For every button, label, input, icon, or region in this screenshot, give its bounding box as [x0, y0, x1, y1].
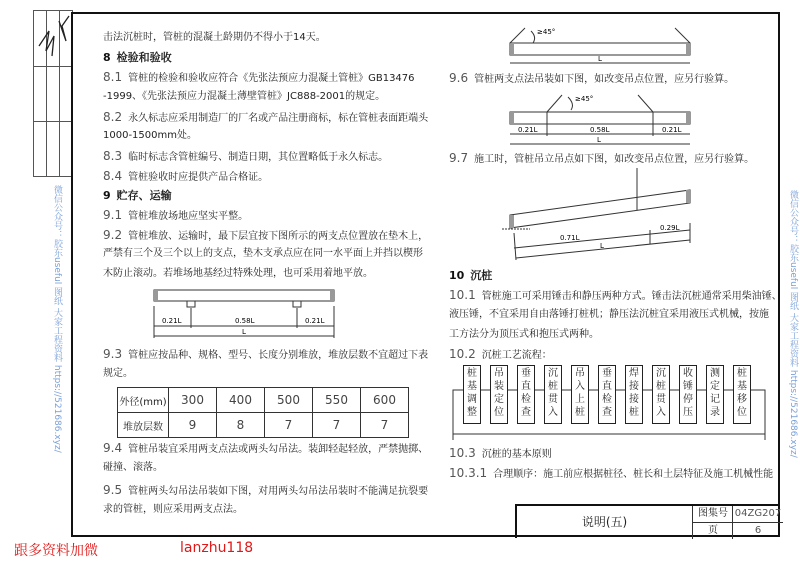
text-line: -1999、《先张法预应力混凝土薄壁管桩》JC888-2001的规定。	[103, 91, 386, 102]
angle-label: ≥45°	[537, 28, 556, 36]
table-cell: 300	[169, 388, 217, 413]
table-cell: 600	[361, 388, 409, 413]
header-cell: 堆放层数	[118, 413, 169, 438]
table-cell: 9	[169, 413, 217, 438]
section-heading-10: 10 沉桩	[449, 269, 493, 282]
text-line: 木防止滚动。若堆场地基经过特殊处理，也可采用着地平放。	[103, 268, 373, 279]
stacking-table	[117, 387, 409, 438]
text-line: 工方法分为顶压式和抱压式两种。	[449, 329, 599, 340]
text-line: 求的管桩，则应采用两支点法。	[103, 504, 243, 515]
dimension-label: L	[600, 242, 604, 250]
clause-8-2: 8.2 永久标志应采用制造厂的厂名或产品注册商标，标在管桩表面距端头	[103, 110, 429, 124]
dimension-label: 0.21L	[662, 126, 682, 134]
clause-9-7: 9.7 施工时，管桩吊立吊点如下图，如改变吊点位置，应另行验算。	[449, 151, 755, 165]
dimension-label: 0.58L	[235, 317, 255, 325]
text-line: 液压锤，不宜采用自由落锤打桩机；静压法沉桩宜采用液压式机械，按施	[449, 309, 769, 320]
text-line: 规定。	[103, 368, 133, 379]
vertical-lifting-diagram	[500, 168, 700, 263]
text-line: 严禁有三个及三个以上的支点，垫木支承点应在同一水平面上并挡以楔形	[103, 248, 423, 259]
signature-block	[33, 10, 73, 177]
dimension-label: L	[242, 328, 246, 336]
flow-step: 沉桩贯入	[652, 365, 670, 424]
dimension-label: 0.21L	[518, 126, 538, 134]
angle-label: ≥45°	[575, 95, 594, 103]
clause-9-3: 9.3 管桩应按品种、规格、型号、长度分别堆放，堆放层数不宜超过下表	[103, 347, 429, 361]
flow-step: 吊装定位	[490, 365, 508, 424]
dimension-label: 0.29L	[660, 224, 680, 232]
dimension-label: L	[597, 136, 601, 144]
clause-9-2: 9.2 管桩堆放、运输时，最下层宜按下图所示的两支点位置放在垫木上，	[103, 228, 429, 242]
flow-step: 桩基调整	[463, 365, 481, 424]
flow-step: 垂直检查	[598, 365, 616, 424]
footer-text-left: 跟多资料加微	[14, 543, 98, 559]
table-cell: 8	[217, 413, 265, 438]
clause-8-4: 8.4 管桩验收时应提供产品合格证。	[103, 169, 269, 183]
clause-10-1: 10.1 管桩施工可采用锤击和静压两种方式。锤击法沉桩通常采用柴油锤、	[449, 288, 782, 302]
text-line: 击法沉桩时，管桩的混凝土龄期仍不得小于14天。	[103, 32, 326, 43]
table-cell: 7	[361, 413, 409, 438]
text-line: 1000-1500mm处。	[103, 130, 197, 141]
title-block	[515, 504, 780, 538]
flow-step: 垂直检查	[517, 365, 535, 424]
two-point-lifting-diagram	[505, 92, 705, 150]
clause-8-3: 8.3 临时标志含管桩编号、制造日期，其位置略低于永久标志。	[103, 149, 389, 163]
flow-step: 收锤停压	[679, 365, 697, 424]
flow-step: 测定记录	[706, 365, 724, 424]
table-cell: 7	[313, 413, 361, 438]
page-number: 6	[732, 523, 783, 539]
clause-9-1: 9.1 管桩堆放场地应坚实平整。	[103, 208, 249, 222]
drawing-title: 说明(五)	[581, 515, 628, 529]
table-cell: 400	[217, 388, 265, 413]
watermark: 微信公众号：胶东useful 图纸 大家工程资料 https://521686.xyz/	[788, 190, 798, 458]
dimension-label: 0.21L	[162, 317, 182, 325]
clause-9-5: 9.5 管桩两头勾吊法吊装如下图，对用两头勾吊法吊装时不能满足抗裂要	[103, 483, 429, 497]
pile-driving-flowchart	[449, 362, 784, 440]
hook-lifting-diagram	[505, 25, 705, 67]
clause-10-2: 10.2 沉桩工艺流程：	[449, 347, 552, 361]
atlas-number: 04ZG207	[732, 506, 783, 523]
dimension-label: 0.71L	[560, 234, 580, 242]
flow-step: 沉桩贯入	[544, 365, 562, 424]
flow-step: 吊入上桩	[571, 365, 589, 424]
watermark: 微信公众号：胶东useful 图纸 大家工程资料 https://521686.xyz/	[52, 185, 62, 453]
clause-9-6: 9.6 管桩两支点法吊装如下图，如改变吊点位置，应另行验算。	[449, 71, 735, 85]
clause-10-3-1: 10.3.1 合理顺序：施工前应根据桩径、桩长和土层特征及施工机械性能	[449, 466, 774, 480]
text-line: 碰撞、滚落。	[103, 462, 163, 473]
storage-support-diagram	[150, 288, 340, 340]
header-cell: 外径(mm)	[118, 388, 169, 413]
table-cell: 7	[265, 413, 313, 438]
signature-scribble	[34, 11, 72, 66]
clause-9-4: 9.4 管桩吊装宜采用两支点法或两头勾吊法。装卸轻起轻放，严禁抛掷、	[103, 441, 429, 455]
dimension-label: 0.21L	[305, 317, 325, 325]
footer-text-right: lanzhu118	[180, 540, 254, 556]
flow-step: 桩基移位	[733, 365, 751, 424]
table-cell: 500	[265, 388, 313, 413]
flow-step: 焊接接桩	[625, 365, 643, 424]
atlas-label: 图集号	[692, 506, 733, 523]
table-cell: 550	[313, 388, 361, 413]
dimension-label: 0.58L	[590, 126, 610, 134]
clause-10-3: 10.3 沉桩的基本原则	[449, 446, 552, 460]
section-heading-8: 8 检验和验收	[103, 51, 172, 64]
table-row	[118, 413, 409, 438]
table-row	[118, 388, 409, 413]
page-label: 页	[692, 523, 733, 539]
dimension-label: L	[598, 55, 602, 63]
section-heading-9: 9 贮存、运输	[103, 189, 172, 202]
clause-8-1: 8.1 管桩的检验和验收应符合《先张法预应力混凝土管桩》GB13476	[103, 70, 415, 84]
